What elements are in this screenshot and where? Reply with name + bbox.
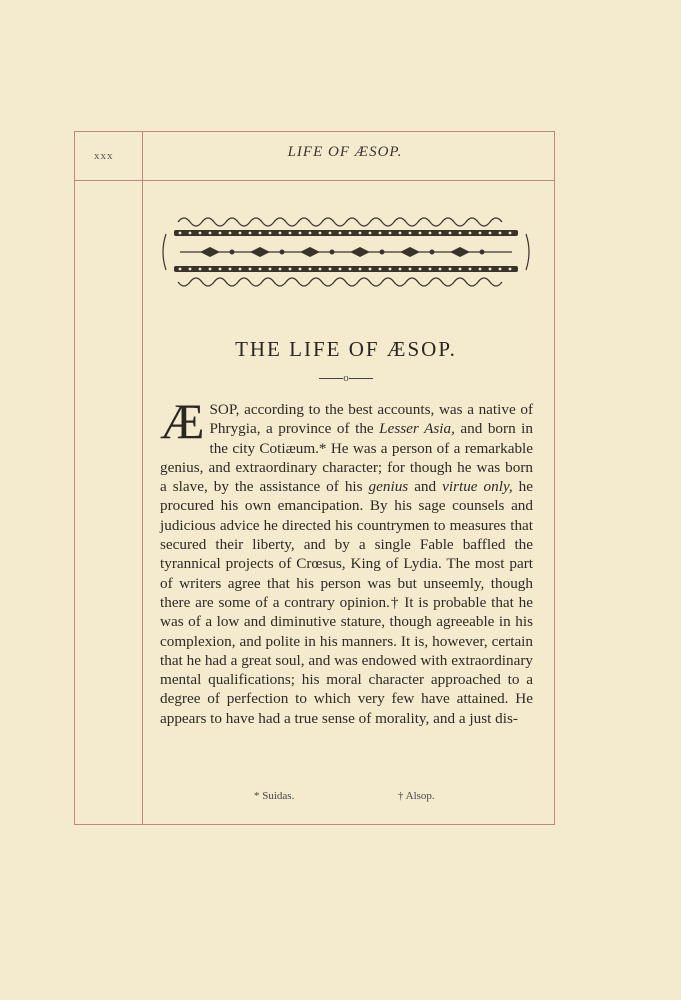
body-text: ÆSOP, according to the best accounts, was a native of Phrygia, a province of the Lesser Asia, and born in the city Cotiæum.* He was a person of a remarkable genius, and extraordinary character; for though he was born a slave, by the assistance of his genius and virtue only, he procured his own emancipation. By his sage counsels and judicious advice he directed his countrymen to measures that secured their liberty, and by a single Fable baffled the tyrannical projects of Crœsus, King of Lydia. The most part of writers agree that his person was but unseemly, though there are some of a contrary opinion.† It is probable that he was of a low and diminutive stature, though agreeable in his complexion, and polite in his manners. It is, however, certain that he had a great soul, and was endowed with extraordinary mental qualifications; his moral character approached to a degree of perfection to which very few have attained. He appears to have had a true sense of morality, and a just dis- bbox=[160, 393, 533, 727]
header-rule bbox=[74, 180, 554, 181]
divider-mark: o bbox=[343, 372, 349, 384]
footnote-suidas: * Suidas. bbox=[254, 790, 295, 802]
footnote-alsop: † Alsop. bbox=[398, 790, 435, 802]
chapter-title: THE LIFE OF ÆSOP. bbox=[235, 337, 457, 361]
margin-rule-vertical bbox=[142, 131, 143, 824]
drop-cap: Æ bbox=[160, 393, 205, 449]
page-number: xxx bbox=[94, 150, 114, 162]
decorative-header-band-icon bbox=[160, 210, 532, 292]
running-head: LIFE OF ÆSOP. bbox=[287, 144, 403, 160]
title-divider bbox=[160, 372, 532, 384]
